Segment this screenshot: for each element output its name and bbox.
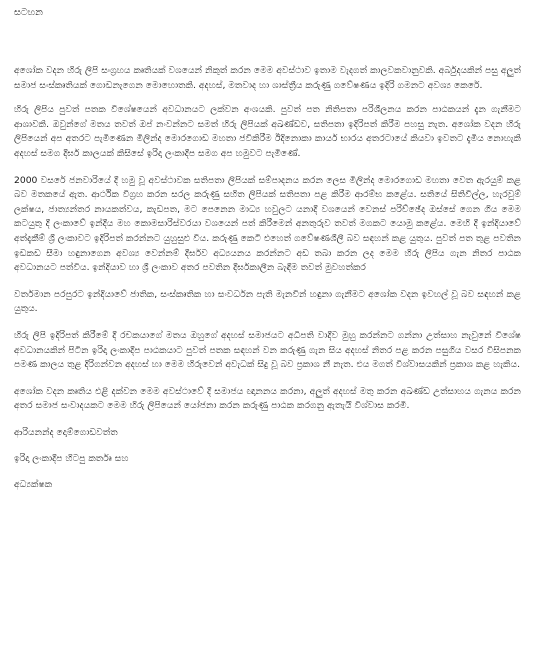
paragraph: හිරු ලිපිය පුවත් පතක විශේෂයෙන් අවධානයට ලක්වන අංශයකි. පුවත් පත නිතිපතා පරිශීලනය කරන පාඨකයන් දැන ගැනීමට ආශාවකි. ඔවුන්ගේ මතය තවත් ඔප් නංවන්නට සමත් හිරු ලිපියක් අඛණ්ඩව, සතිපතා ඉදිරිපත් කිරීම පහසු නැත. අශෝක වදන හිරු ලිපියෙන් අප අතරට පැමිණෙන මිලින්ද මොරගොඩ මහතා ජවිකිරීම ඊදිනොකා කාර්ය භාරය අතරටායේ කියවා ඉවතට දැමිය නොහැකි අදහස් සමග දීර්ඝ කාලයක් කිසිසේ ඉරිදා ලංකාදීප සමග අප හමුවට පැමිණේ. — [14, 104, 521, 159]
signature-role: ඉරිදා ලංකාදීප හිටපු කර්තෘ සහ — [14, 452, 129, 464]
signature-title: අධ්‍යක්ෂක — [14, 478, 53, 490]
signature-name: ආරියනන්ද දොම්ගොඩවත්ත — [14, 426, 118, 438]
paragraph: අශෝක වදන හිරු ලිපි සංග්‍රහය කෘතියක් වශයෙන් නිකුත් කරන මෙම අවස්ථාව ඉතාම වැදගත් කාලවකවානුවකි. අර්බුදයකින් පසු අලුත් සමාජ සංස්කෘතියක් ගොඩනැගෙන මොහොතකි. අදහස්, මතවාද හා ශාස්ත්‍රීය කරුණු ගවේෂණය ඉදිරි ගමනට අවශ්‍ය කෙරේ. — [14, 65, 521, 91]
paragraph: 2000 වසරේ ජනවාරියේ දී හමු වූ අවස්ථාවක සතිපතා ලිපියක් සම්පාදනය කරන ලෙස මිලින්ද මොරගොඩ මහතා වෙත ඇරයුම් කළ බව මතකයේ ඇත. ආර්ථික විග්‍රහ කරන සරල කරුණු සහිත ලිපියක් සතිපතා පළ කිරීම ආරම්භ කළේය. සතියේ සිතිවිල්ල, හැරවුම් ලක්ෂය, ජාත්‍යන්තර නායකත්වය, කැඩපත, මට පෙනෙන මාධ්‍ය හවුලට යනාදී වශයෙන් වෙනස් පරිච්ඡේද ඔස්සේ ගෙන ගිය මෙම කටයුතු දී ලංකාවේ ඉන්දීය මහ කොමසාරිස්වරයා වශයෙන් පත් කිරීමෙන් අනතුරුව තවත් මගකට යොමු කළේය. මෙහි දී ඉන්දියාවේ අත්දැකීම් ශ්‍රී ලංකාවට ඉදිරිපත් කරන්නට යුහුසුළු විය. කරුණු කෙටි එහෙත් ගවේෂණශීලී බව සඳහන් කළ යුතුය. පුවත් පත තුළ පවතින ඉඩකඩ සීමා හඳුනාගෙන අවශ්‍ය වෙන්නම් දීර්ඝව අධ්‍යයනය කරන්නට අඩ තබා කරන ලද මෙම හිරු ලිපිය ගැන නිතර පාඨක අවධානයට පත්විය. ඉන්දියාව හා ශ්‍රී ලංකාව අතර පවතින දීර්ඝකාලීන බැඳීම තවත් මුවහත්කර — [14, 174, 521, 274]
paragraph: වර්තමාන පරපුරට ඉන්දියාවේ ජාතික, සංස්කෘතික හා සංවර්ධන පැති මැනවින් හඳුනා ගැනීමට අශෝක වදන ඉවහල් වූ බව සඳහන් කළ යුතුය. — [14, 288, 521, 315]
paragraph: හිරු ලිපි ඉදිරිපත් කිරීමේ දී රචකයාගේ මතය ඔහුගේ අදහස් සමාජයට අධිපති වාදීව මුහු කරන්නට ගන්නා උත්සාහ නැවුනේ විශේෂ අවධානයකින් පිටින ඉරිදා ලංකාදීප පාඨකයාට පුවත් පතක සඳහන් වන කරුණු ගැන සිය අදහස් නිතර පළ කරන පසුගිය වසර විසිපනක පමණ කාලය තුළ දිරිගන්වන අදහස් හා මෙම හිරුවෙන් අවැධක් සිදු වූ බව ප්‍රකාශ නී නැත. එය මගත් විශ්වාසයකින් ප්‍රකාශ කළ හැකිය. — [14, 329, 521, 371]
paragraph: අශෝක වදන කෘතිය එළි දක්වන මෙම අවස්ථාවේ දී සමාජය ඥානනය කරනා, අලුත් අදහස් මතු කරන අඛණ්ඩ උත්සාහය ගැනය කරන අතර සමාජ සංවාදයකට මෙම හිරු ලිපියෙන් යෝජනා කරන කරුණු පාඨක කරගනු ඇතැයි විශ්වාස කරමි. — [14, 385, 521, 412]
document-heading: සටහන — [14, 7, 43, 18]
